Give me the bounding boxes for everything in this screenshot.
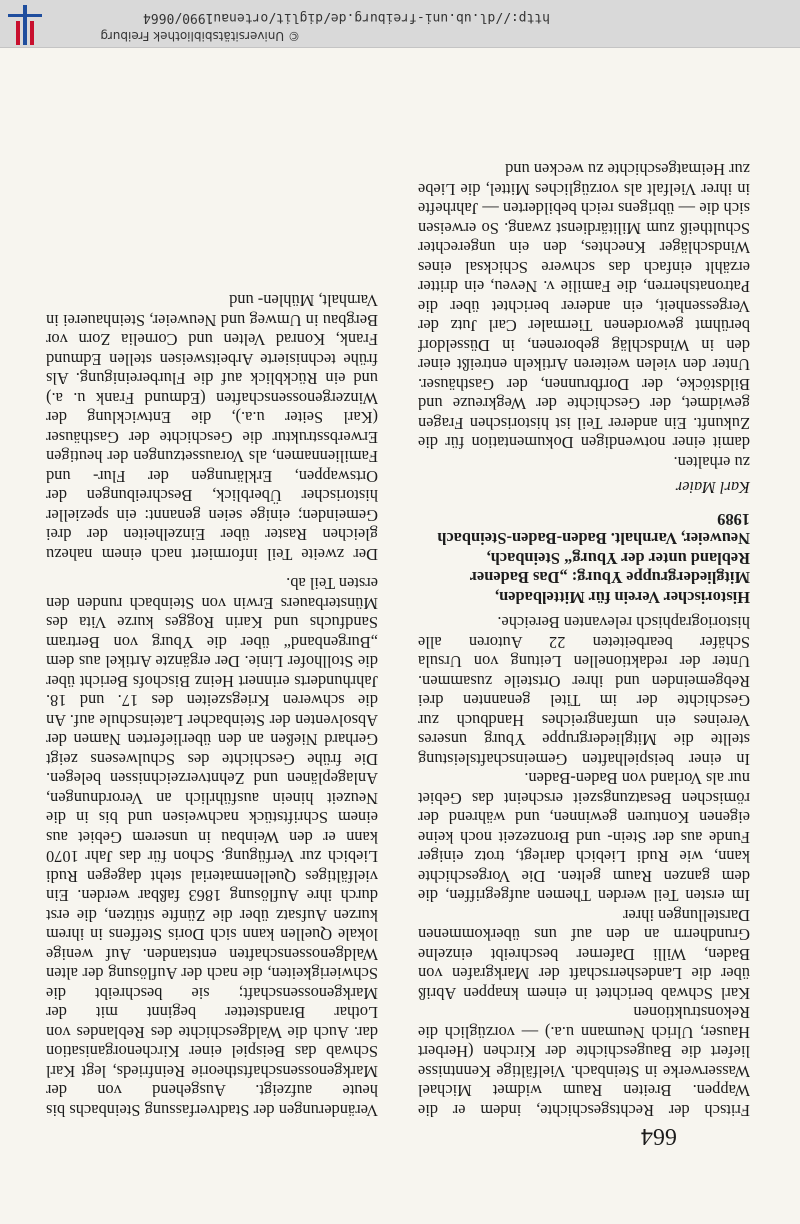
paragraph: Der zweite Teil informiert nach einem nahezu gleichen Raster über Einzelheiten der drei Gemeinden; einige seien genannt: ein spezieller historischer Überblick, Beschreibungen der Ortswappen, Erklärungen der Flur- und Familiennamen, als Voraussetzungen der heutigen Erwerbsstruktur die Geschichte der Gasthäuser (Karl Seiter u.a.), die Entwicklung der Winzergenossenschaften (Edmund Frank u. a.) und ein Rückblick auf die Flurbereinigung. Als frühe technisierte Arbeitsweisen stellen Edmund Frank, Konrad Velten und Cornelia Zorn vor Bergbau in Umweg und Neuweier, Steinhauerei in Varnhalt, Mühlen- und: [46, 291, 378, 564]
page-number: 664: [641, 1123, 677, 1149]
paper-sheet: [0, 48, 800, 1224]
paragraph: Veränderungen der Stadtverfassung Steinbachs bis heute aufzeigt. Ausgehend von der Markgenossenschaftstheorie Reinfrieds, legt Karl Schwab das Beispiel einer Kirchenorganisation dar. Auch die Waldgeschichte des Reblandes von Lothar Brandstetter beginnt mit der Markgenossenschaft; sie beschreibt die Schwierigkeiten, die nach der Auflösung der alten Waldgenossenschaften entstanden. Auf wenige lokale Quellen kann sich Doris Steffens in ihrem kurzen Aufsatz über die Zünfte stützen, die erst durch ihre Auflösung 1863 faßbar werden. Ein vielfältiges Quellenmaterial steht dagegen Rudi Liebich zur Verfügung. Schon für das Jahr 1070 kann er den Weinbau in unserem Gebiet aus einem Schriftstück nachweisen und bis in die Neuzeit hinein ausführlich an Verordnungen, Anlageplänen und Zehntverzeichnissen belegen. Die frühe Geschichte des Schulwesens zeigt Gerhard Nießen an den überlieferten Namen der Absolventen der Steinbacher Lateinschule auf. An die schweren Kriegszeiten des 17. und 18. Jahrhunderts erinnert Heinz Bischofs Bericht über die Stollhofer Linie. Der ergänzte Artikel aus dem „Burgenband“ über die Yburg von Bertram Sandfuchs und Karin Rogges kurze Vita des Münsterbauers Erwin von Steinbach runden den ersten Teil ab.: [46, 574, 378, 1120]
university-library-logo-icon: [8, 5, 42, 45]
copyright-notice: © Universitätsbibliothek Freiburg: [100, 29, 300, 43]
paragraph: zu erhalten.: [673, 453, 750, 472]
left-column: [418, 160, 750, 1120]
paragraph: damit einer notwendigen Dokumentation für die Zukunft. Ein anderer Teil ist historischen Fragen gewidmet, der Geschichte der Wegkreuze und Bildstöcke, der Dorfbrunnen, der Gasthäuser. Unter den vielen weiteren Artikeln entreißt einer den in Windschläg geborenen, in Düsseldorf berühmt gewordenen Tiermaler Carl Jutz der Vergessenheit, ein anderer berichtet über die Patronatsherren, die Familie v. Neveu, ein dritter erzählt einfach das schwere Schicksal eines Windschläger Knechtes, den ein ungerechter Schultheiß zum Militärdienst zwang. So erweisen sich die — übrigens reich bebilderten — Jahrhefte in ihrer Vielfalt als vorzügliches Mittel, die Liebe zur Heimatgeschichte zu wecken und: [418, 160, 750, 453]
review-heading: Historischer Verein für Mittelbaden, Mitgliedergruppe Yburg: „Das Badener Rebland unter der Yburg“ Steinbach, Neuweier, Varnhalt. Baden-Baden-Steinbach 1989: [437, 510, 750, 607]
paragraph: Karl Schwab berichtet in einem knappen Abriß über die Landesherrschaft der Markgrafen von Baden, Willi Daferner beschreibt einzelne Grundherrn an den auf uns überkommenen Darstellungen ihrer: [418, 906, 750, 1003]
paragraph: Fritsch der Rechtsgeschichte, indem er die Wappen. Breiten Raum widmet Michael Wasserwerke in Steinbach. Vielfältige Kenntnisse liefert die Baugeschichte der Kirchen (Herbert Hauser, Ulrich Neumann u.a.) — vorzüglich die Rekonstruktionen: [418, 1003, 750, 1120]
author-name: Karl Maier: [675, 478, 750, 498]
footer-bar: [0, 0, 800, 48]
paragraph: In einer beispielhaften Gemeinschaftsleistung stellte die Mitgliedergruppe Yburg unseres Vereines ein umfangreiches Handbuch zur Geschichte der im Titel genannten drei Rebgemeinden und ihrer Ortsteile zusammen. Unter der redaktionellen Leitung von Ursula Schäfer bearbeiteten 22 Autoren alle historiographisch relevanten Bereiche.: [418, 613, 750, 769]
paragraph: Im ersten Teil werden Themen aufgegriffen, die dem ganzen Raum gelten. Die Vorgeschichte kann, wie Rudi Liebich darlegt, trotz einiger Funde aus der Stein- und Bronzezeit noch keine eigenen Konturen gewinnen, und während der römischen Besatzungszeit erscheint das Gebiet nur als Vorland von Baden-Baden.: [418, 769, 750, 906]
source-url[interactable]: http://dl.ub.uni-freiburg.de/diglit/ortenau1990/0664: [143, 10, 550, 25]
right-column: [46, 291, 378, 1120]
